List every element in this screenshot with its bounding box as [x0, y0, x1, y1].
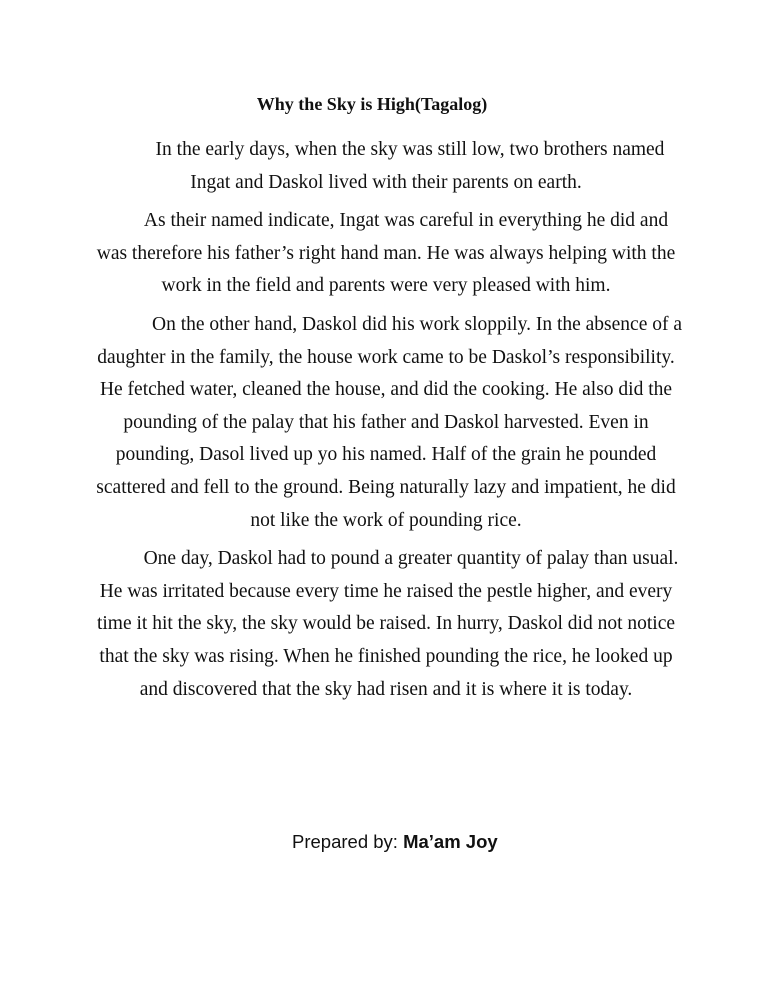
paragraph-4: One day, Daskol had to pound a greater quantity of palay than usual. He was irritated because every time he raised the pestle higher, and every time it hit the sky, the sky would be raised. In hurry, Daskol did not notice that the sky was rising. When he finished pounding the rice, he looked up and discovered that the sky had risen and it is where it is today. — [96, 548, 679, 700]
credit-name: Ma’am Joy — [403, 831, 498, 852]
paragraph-1: In the early days, when the sky was still low, two brothers named Ingat and Daskol lived with their parents on earth. — [155, 139, 665, 193]
story-body — [88, 134, 684, 712]
credit-line — [292, 830, 498, 854]
story-title: Why the Sky is High(Tagalog) — [256, 94, 488, 114]
paragraph-2: As their named indicate, Ingat was careful in everything he did and was therefore his father’s right hand man. He was always helping with the work in the field and parents were very pleased with him. — [96, 210, 676, 297]
paragraph-3: On the other hand, Daskol did his work sloppily. In the absence of a daughter in the family, the house work came to be Daskol’s responsibility. He fetched water, cleaned the house, and did the cooking. He also did the pounding of the palay that his father and Daskol harvested. Even in pounding, Dasol lived up yo his named. Half of the grain he pounded scattered and fell to the ground. Being naturally lazy and impatient, he did not like the work of pounding rice. — [96, 313, 682, 531]
credit-label: Prepared by: — [292, 831, 404, 852]
